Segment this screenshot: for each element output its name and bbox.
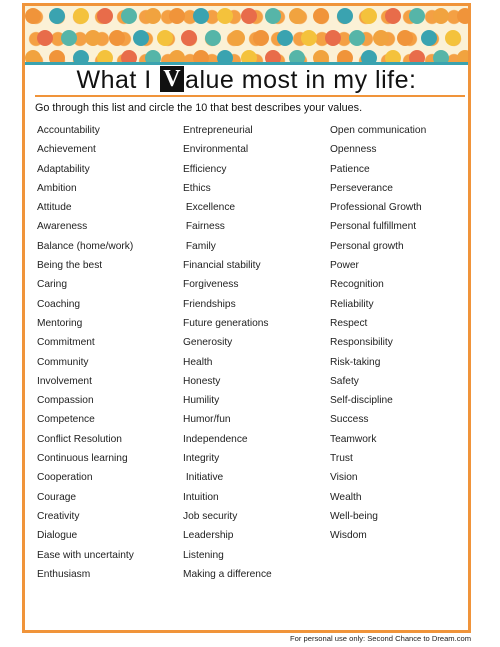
value-item: Forgiveness: [183, 279, 239, 291]
polka-dot: [385, 50, 401, 62]
polka-dot: [181, 30, 197, 46]
worksheet-page: [22, 3, 471, 633]
polka-dot: [229, 30, 245, 46]
polka-dot: [241, 8, 257, 24]
polka-dot: [421, 30, 437, 46]
polka-dot: [193, 8, 209, 24]
polka-dot: [409, 8, 425, 24]
value-item: Open communication: [330, 125, 427, 136]
value-item: Coaching: [37, 298, 81, 310]
value-item: Mentoring: [37, 317, 83, 329]
value-item: Risk-taking: [330, 356, 381, 368]
footer-credit: For personal use only: Second Chance to Dream.com: [290, 634, 472, 643]
values-column-2: [183, 121, 323, 584]
polka-dot: [217, 8, 233, 24]
polka-dot: [133, 30, 149, 46]
value-item: Openness: [330, 144, 377, 156]
value-item: Fairness: [183, 221, 225, 233]
value-item: Self-discipline: [330, 395, 393, 407]
value-item: Future generations: [183, 317, 269, 329]
polka-dot: [349, 30, 365, 46]
value-item: Conflict Resolution: [37, 433, 122, 445]
polka-dot: [277, 30, 293, 46]
value-item: Commitment: [37, 337, 95, 349]
value-item: Family: [183, 240, 216, 252]
polka-dot: [289, 8, 305, 24]
value-item: Wealth: [330, 491, 362, 503]
polka-dot: [73, 50, 89, 62]
value-item: Perseverance: [330, 182, 393, 194]
polka-dot: [97, 50, 113, 62]
polka-dot: [337, 50, 353, 62]
polka-dot: [157, 30, 173, 46]
value-item: Involvement: [37, 375, 92, 387]
polka-dot-pattern: [25, 6, 468, 62]
value-item: Well-being: [330, 510, 378, 522]
polka-dot: [169, 50, 185, 62]
polka-dot: [193, 50, 209, 62]
polka-dot: [97, 8, 113, 24]
orange-divider: [35, 95, 465, 97]
polka-dot: [361, 50, 377, 62]
value-item: Teamwork: [330, 433, 377, 445]
value-item: Excellence: [183, 202, 236, 214]
value-item: Humility: [183, 395, 220, 407]
value-item: Recognition: [330, 279, 384, 291]
value-item: Adaptability: [37, 163, 90, 175]
polka-dot: [361, 8, 377, 24]
polka-dot: [253, 30, 269, 46]
polka-dot: [325, 30, 341, 46]
polka-dot: [241, 50, 257, 62]
teal-divider: [25, 62, 468, 65]
value-item: Dialogue: [37, 530, 78, 542]
value-item: Enthusiasm: [37, 568, 91, 580]
value-item: Community: [37, 356, 89, 368]
polka-dot: [121, 8, 137, 24]
value-item: Personal growth: [330, 240, 404, 252]
value-item: Reliability: [330, 298, 374, 310]
polka-dot: [25, 8, 41, 24]
value-item: Achievement: [37, 144, 96, 156]
value-item: Independence: [183, 433, 248, 445]
polka-dot: [73, 8, 89, 24]
value-item: Creativity: [37, 510, 80, 522]
value-item: Safety: [330, 375, 359, 387]
value-item: Intuition: [183, 491, 219, 503]
value-item: Compassion: [37, 395, 94, 407]
polka-dot: [457, 8, 468, 24]
polka-dot: [145, 50, 161, 62]
polka-dot: [373, 30, 389, 46]
value-item: Success: [330, 414, 369, 426]
value-item: Ease with uncertainty: [37, 549, 134, 561]
value-item: Listening: [183, 549, 224, 561]
polka-dot: [301, 30, 317, 46]
polka-dot: [217, 50, 233, 62]
polka-dot: [85, 30, 101, 46]
value-item: Power: [330, 260, 359, 272]
polka-dot: [337, 8, 353, 24]
value-item: Balance (home/work): [37, 240, 134, 252]
polka-dot: [109, 30, 125, 46]
polka-dot: [313, 50, 329, 62]
title-stylized-letter: V: [160, 66, 184, 92]
polka-dot: [265, 8, 281, 24]
value-item: Respect: [330, 317, 368, 329]
polka-dot: [49, 8, 65, 24]
polka-dot: [145, 8, 161, 24]
values-column-1: [37, 121, 177, 584]
value-item: Continuous learning: [37, 453, 128, 465]
value-item: Humor/fun: [183, 414, 231, 426]
polka-dot: [445, 30, 461, 46]
polka-dot: [433, 8, 449, 24]
value-item: Patience: [330, 163, 370, 175]
polka-dot: [61, 30, 77, 46]
value-item: Competence: [37, 414, 95, 426]
page-title: [25, 66, 468, 95]
value-item: Vision: [330, 472, 358, 484]
polka-dot: [121, 50, 137, 62]
value-item: Ethics: [183, 182, 211, 194]
value-item: Leadership: [183, 530, 234, 542]
value-item: Accountability: [37, 125, 100, 136]
value-item: Integrity: [183, 453, 220, 465]
instructions-text: Go through this list and circle the 10 that best describes your values.: [35, 102, 363, 114]
value-item: Generosity: [183, 337, 233, 349]
value-item: Caring: [37, 279, 68, 291]
value-item: Honesty: [183, 375, 221, 387]
value-item: Attitude: [37, 202, 72, 214]
value-item: Ambition: [37, 182, 77, 194]
polka-dot: [313, 8, 329, 24]
polka-dot: [169, 8, 185, 24]
value-item: Job security: [183, 510, 238, 522]
polka-dot: [409, 50, 425, 62]
values-column-3: [330, 121, 470, 546]
polka-dot: [49, 50, 65, 62]
polka-dot: [205, 30, 221, 46]
value-item: Cooperation: [37, 472, 93, 484]
value-item: Environmental: [183, 144, 249, 156]
polka-dot: [289, 50, 305, 62]
value-item: Entrepreneurial: [183, 125, 253, 136]
value-item: Initiative: [183, 472, 224, 484]
value-item: Courage: [37, 491, 77, 503]
value-item: Professional Growth: [330, 202, 422, 214]
value-item: Awareness: [37, 221, 88, 233]
polka-dot: [37, 30, 53, 46]
polka-dot: [265, 50, 281, 62]
polka-dot-banner: [25, 6, 468, 62]
value-item: Being the best: [37, 260, 103, 272]
value-item: Health: [183, 356, 213, 368]
value-item: Making a difference: [183, 568, 272, 580]
value-item: Responsibility: [330, 337, 393, 349]
value-item: Trust: [330, 453, 353, 465]
polka-dot: [385, 8, 401, 24]
value-item: Personal fulfillment: [330, 221, 417, 233]
polka-dot: [397, 30, 413, 46]
title-suffix: alue most in my life:: [185, 66, 417, 94]
value-item: Financial stability: [183, 260, 261, 272]
polka-dot: [457, 50, 468, 62]
title-prefix: What I: [76, 66, 160, 94]
value-item: Wisdom: [330, 530, 367, 542]
polka-dot: [25, 50, 41, 62]
polka-dot: [433, 50, 449, 62]
value-item: Friendships: [183, 298, 236, 310]
value-item: Efficiency: [183, 163, 227, 175]
